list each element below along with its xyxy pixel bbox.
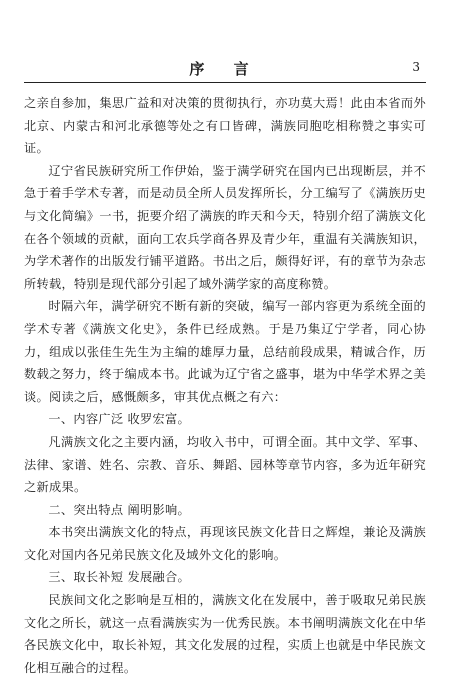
page-number: 3 xyxy=(412,60,420,74)
paragraph: 凡满族文化之主要内涵，均收入书中，可谓全面。其中文学、军事、法律、家谱、姓名、宗教、音乐、舞蹈、园林等章节内容，多为近年研究之新成果。 xyxy=(24,434,426,495)
body-text xyxy=(24,92,426,679)
paragraph: 本书突出满族文化的特点，再现该民族文化昔日之辉煌，兼论及满族文化对国内各兄弟民族文化及域外文化的影响。 xyxy=(24,525,426,562)
paragraph: 民族间文化之影响是互相的，满族文化在发展中，善于吸取兄弟民族文化之所长，就这一点看满族实为一优秀民族。本书阐明满族文化在中华各民族文化中，取长补短，其文化发展的过程，实质上也就是中华民族文化相互融合的过程。 xyxy=(24,593,426,675)
section-heading-3: 三、取长补短 发展融合。 xyxy=(48,570,190,585)
section-heading-1: 一、内容广泛 收罗宏富。 xyxy=(48,412,190,427)
paragraph: 时隔六年，满学研究不断有新的突破，编写一部内容更为系统全面的学术专著《满族文化史》，条件已经成熟。于是乃集辽宁学者，同心协力，组成以张佳生先生为主编的雄厚力量，总结前段成果，精诚合作，历数载之努力，终于编成本书。此诚为辽宁省之盛事，堪为中华学术界之美谈。阅读之后，感慨颇多，审其优点概之有六： xyxy=(24,299,426,404)
page-header xyxy=(24,0,426,92)
paragraph-continuation: 之亲自参加，集思广益和对决策的贯彻执行，亦功莫大焉！此由本省而外北京、内蒙古和河北承德等处之有口皆碑，满族同胞吃相称赞之事实可证。 xyxy=(24,96,426,156)
paragraph: 辽宁省民族研究所工作伊始，鉴于满学研究在国内已出现断层，并不急于着手学术专著，而是动员全所人员发挥所长，分工编写了《满族历史与文化简编》一书，扼要介绍了满族的昨天和今天，特别介绍了满族文化在各个领域的贡献，面向工农兵学商各界及青少年，重温有关满族知识，为学术著作的出版发行铺平道路。书出之后，颇得好评，有的章节为杂志所转载，特别是现代部分引起了域外满学家的高度称赞。 xyxy=(24,163,426,291)
section-heading-2: 二、突出特点 阐明影响。 xyxy=(48,502,190,517)
page-title: 序 言 xyxy=(189,60,261,78)
header-rule xyxy=(24,82,426,83)
